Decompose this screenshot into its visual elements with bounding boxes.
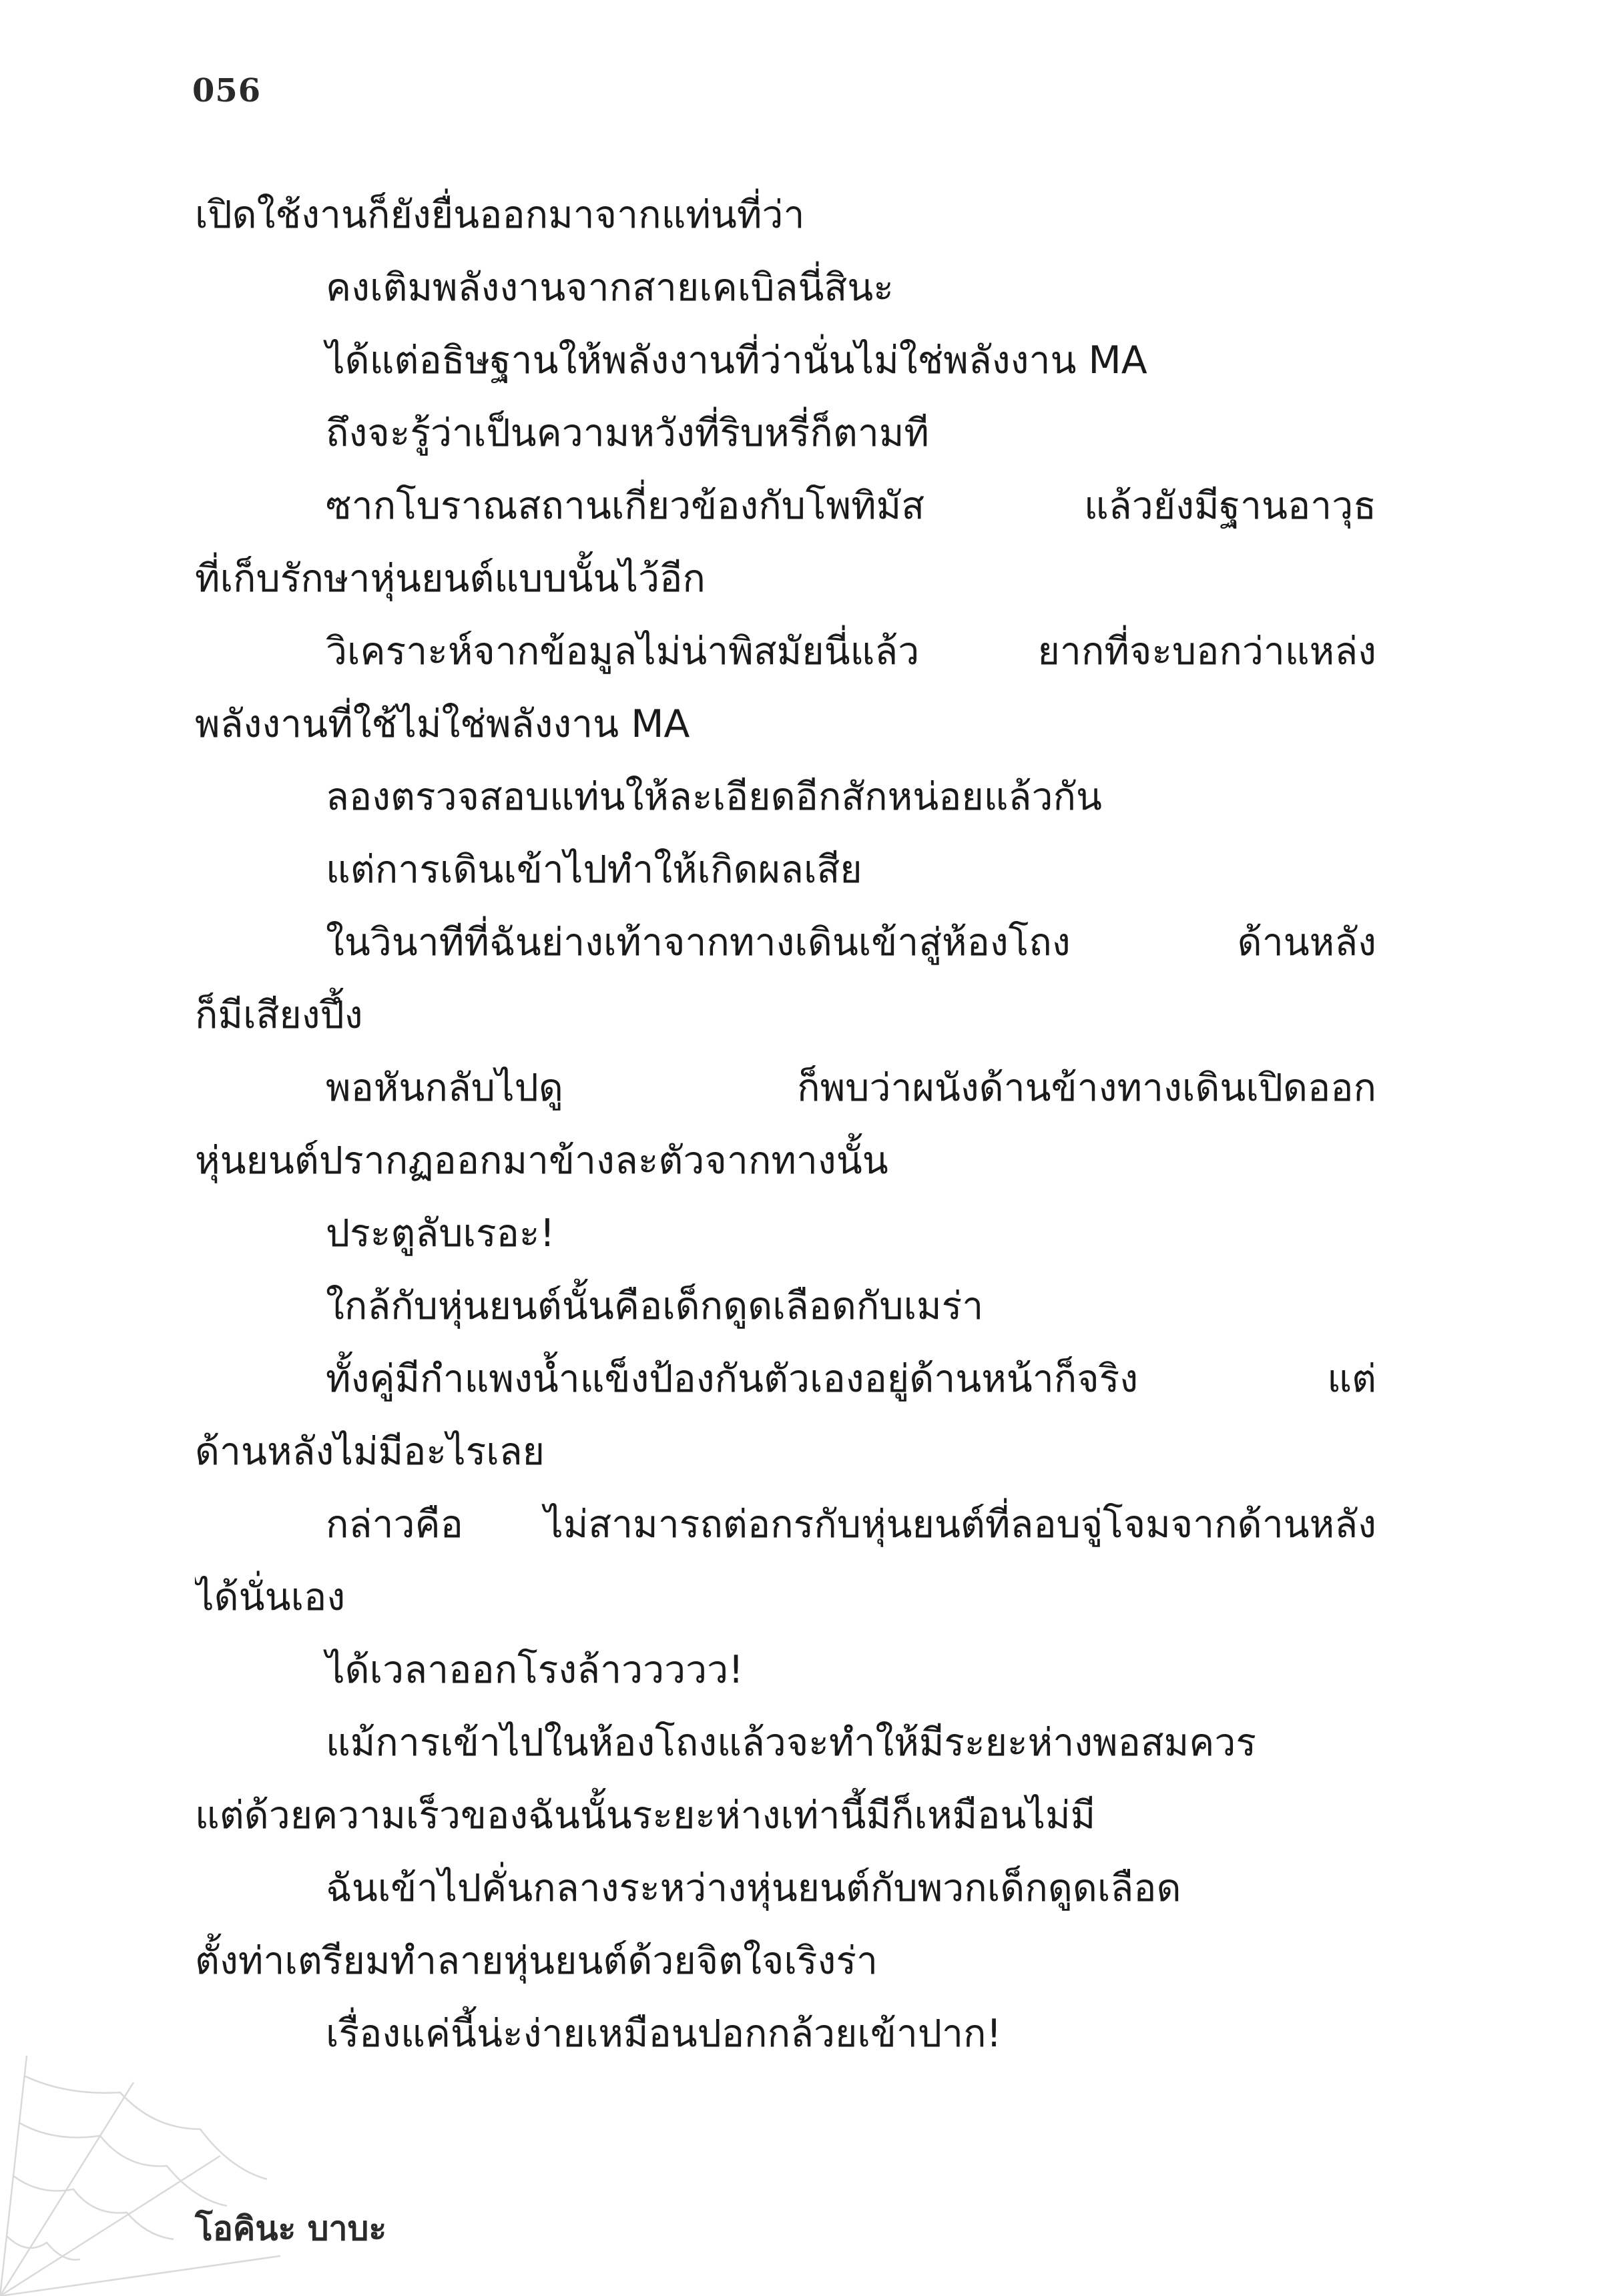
text-line: ได้เวลาออกโรงล้าววววว! [326, 1648, 744, 1692]
text-line: ลองตรวจสอบแท่นให้ละเอียดอีกสักหน่อยแล้วกัน [326, 775, 1102, 819]
text-line: แต่ด้วยความเร็วของฉันนั้นระยะห่างเท่านี้มีก็เหมือนไม่มี [195, 1793, 1096, 1837]
text-line: ในวินาทีที่ฉันย่างเท้าจากทางเดินเข้าสู่ห้องโถง ด้านหลัง [326, 920, 1376, 964]
text-line: ถึงจะรู้ว่าเป็นความหวังที่ริบหรี่ก็ตามที [326, 411, 929, 455]
spiderweb-decoration [0, 2056, 280, 2296]
page-number: 056 [192, 72, 262, 109]
text-line: ได้นั่นเอง [195, 1575, 346, 1619]
text-line: แม้การเข้าไปในห้องโถงแล้วจะทำให้มีระยะห่างพอสมควร [326, 1721, 1256, 1765]
text-line: ด้านหลังไม่มีอะไรเลย [195, 1430, 545, 1474]
text-line: ก็มีเสียงปึ้ง [195, 993, 363, 1037]
text-line: ซากโบราณสถานเกี่ยวข้องกับโพทิมัส แล้วยังมีฐานอาวุธ [326, 484, 1376, 528]
body-text [195, 179, 1376, 2070]
text-line: ใกล้กับหุ่นยนต์นั้นคือเด็กดูดเลือดกับเมร่า [326, 1284, 984, 1328]
text-line: วิเคราะห์จากข้อมูลไม่น่าพิสมัยนี่แล้ว ยากที่จะบอกว่าแหล่ง [326, 629, 1376, 673]
text-line: ประตูลับเรอะ! [326, 1211, 555, 1255]
text-line: พอหันกลับไปดู ก็พบว่าผนังด้านข้างทางเดินเปิดออก [326, 1066, 1376, 1110]
text-line: ตั้งท่าเตรียมทำลายหุ่นยนต์ด้วยจิตใจเริงร่า [195, 1939, 878, 1983]
text-line: ทั้งคู่มีกำแพงน้ำแข็งป้องกันตัวเองอยู่ด้านหน้าก็จริง แต่ [326, 1357, 1376, 1401]
text-line: เรื่องแค่นี้น่ะง่ายเหมือนปอกกล้วยเข้าปาก! [326, 2012, 1002, 2056]
text-line: พลังงานที่ใช้ไม่ใช่พลังงาน MA [195, 702, 690, 746]
text-line: กล่าวคือ ไม่สามารถต่อกรกับหุ่นยนต์ที่ลอบจู่โจมจากด้านหลัง [326, 1502, 1376, 1546]
footer-author: โอคินะ บาบะ [195, 2209, 387, 2248]
text-line: เปิดใช้งานก็ยังยื่นออกมาจากแท่นที่ว่า [195, 193, 805, 237]
text-line: แต่การเดินเข้าไปทำให้เกิดผลเสีย [326, 848, 862, 892]
text-line: คงเติมพลังงานจากสายเคเบิลนี่สินะ [326, 266, 894, 310]
text-line: ที่เก็บรักษาหุ่นยนต์แบบนั้นไว้อีก [195, 557, 706, 601]
text-line: ได้แต่อธิษฐานให้พลังงานที่ว่านั่นไม่ใช่พลังงาน MA [326, 338, 1147, 382]
text-line: หุ่นยนต์ปรากฏออกมาข้างละตัวจากทางนั้น [195, 1139, 888, 1183]
text-line: ฉันเข้าไปคั่นกลางระหว่างหุ่นยนต์กับพวกเด็กดูดเลือด [326, 1866, 1181, 1910]
